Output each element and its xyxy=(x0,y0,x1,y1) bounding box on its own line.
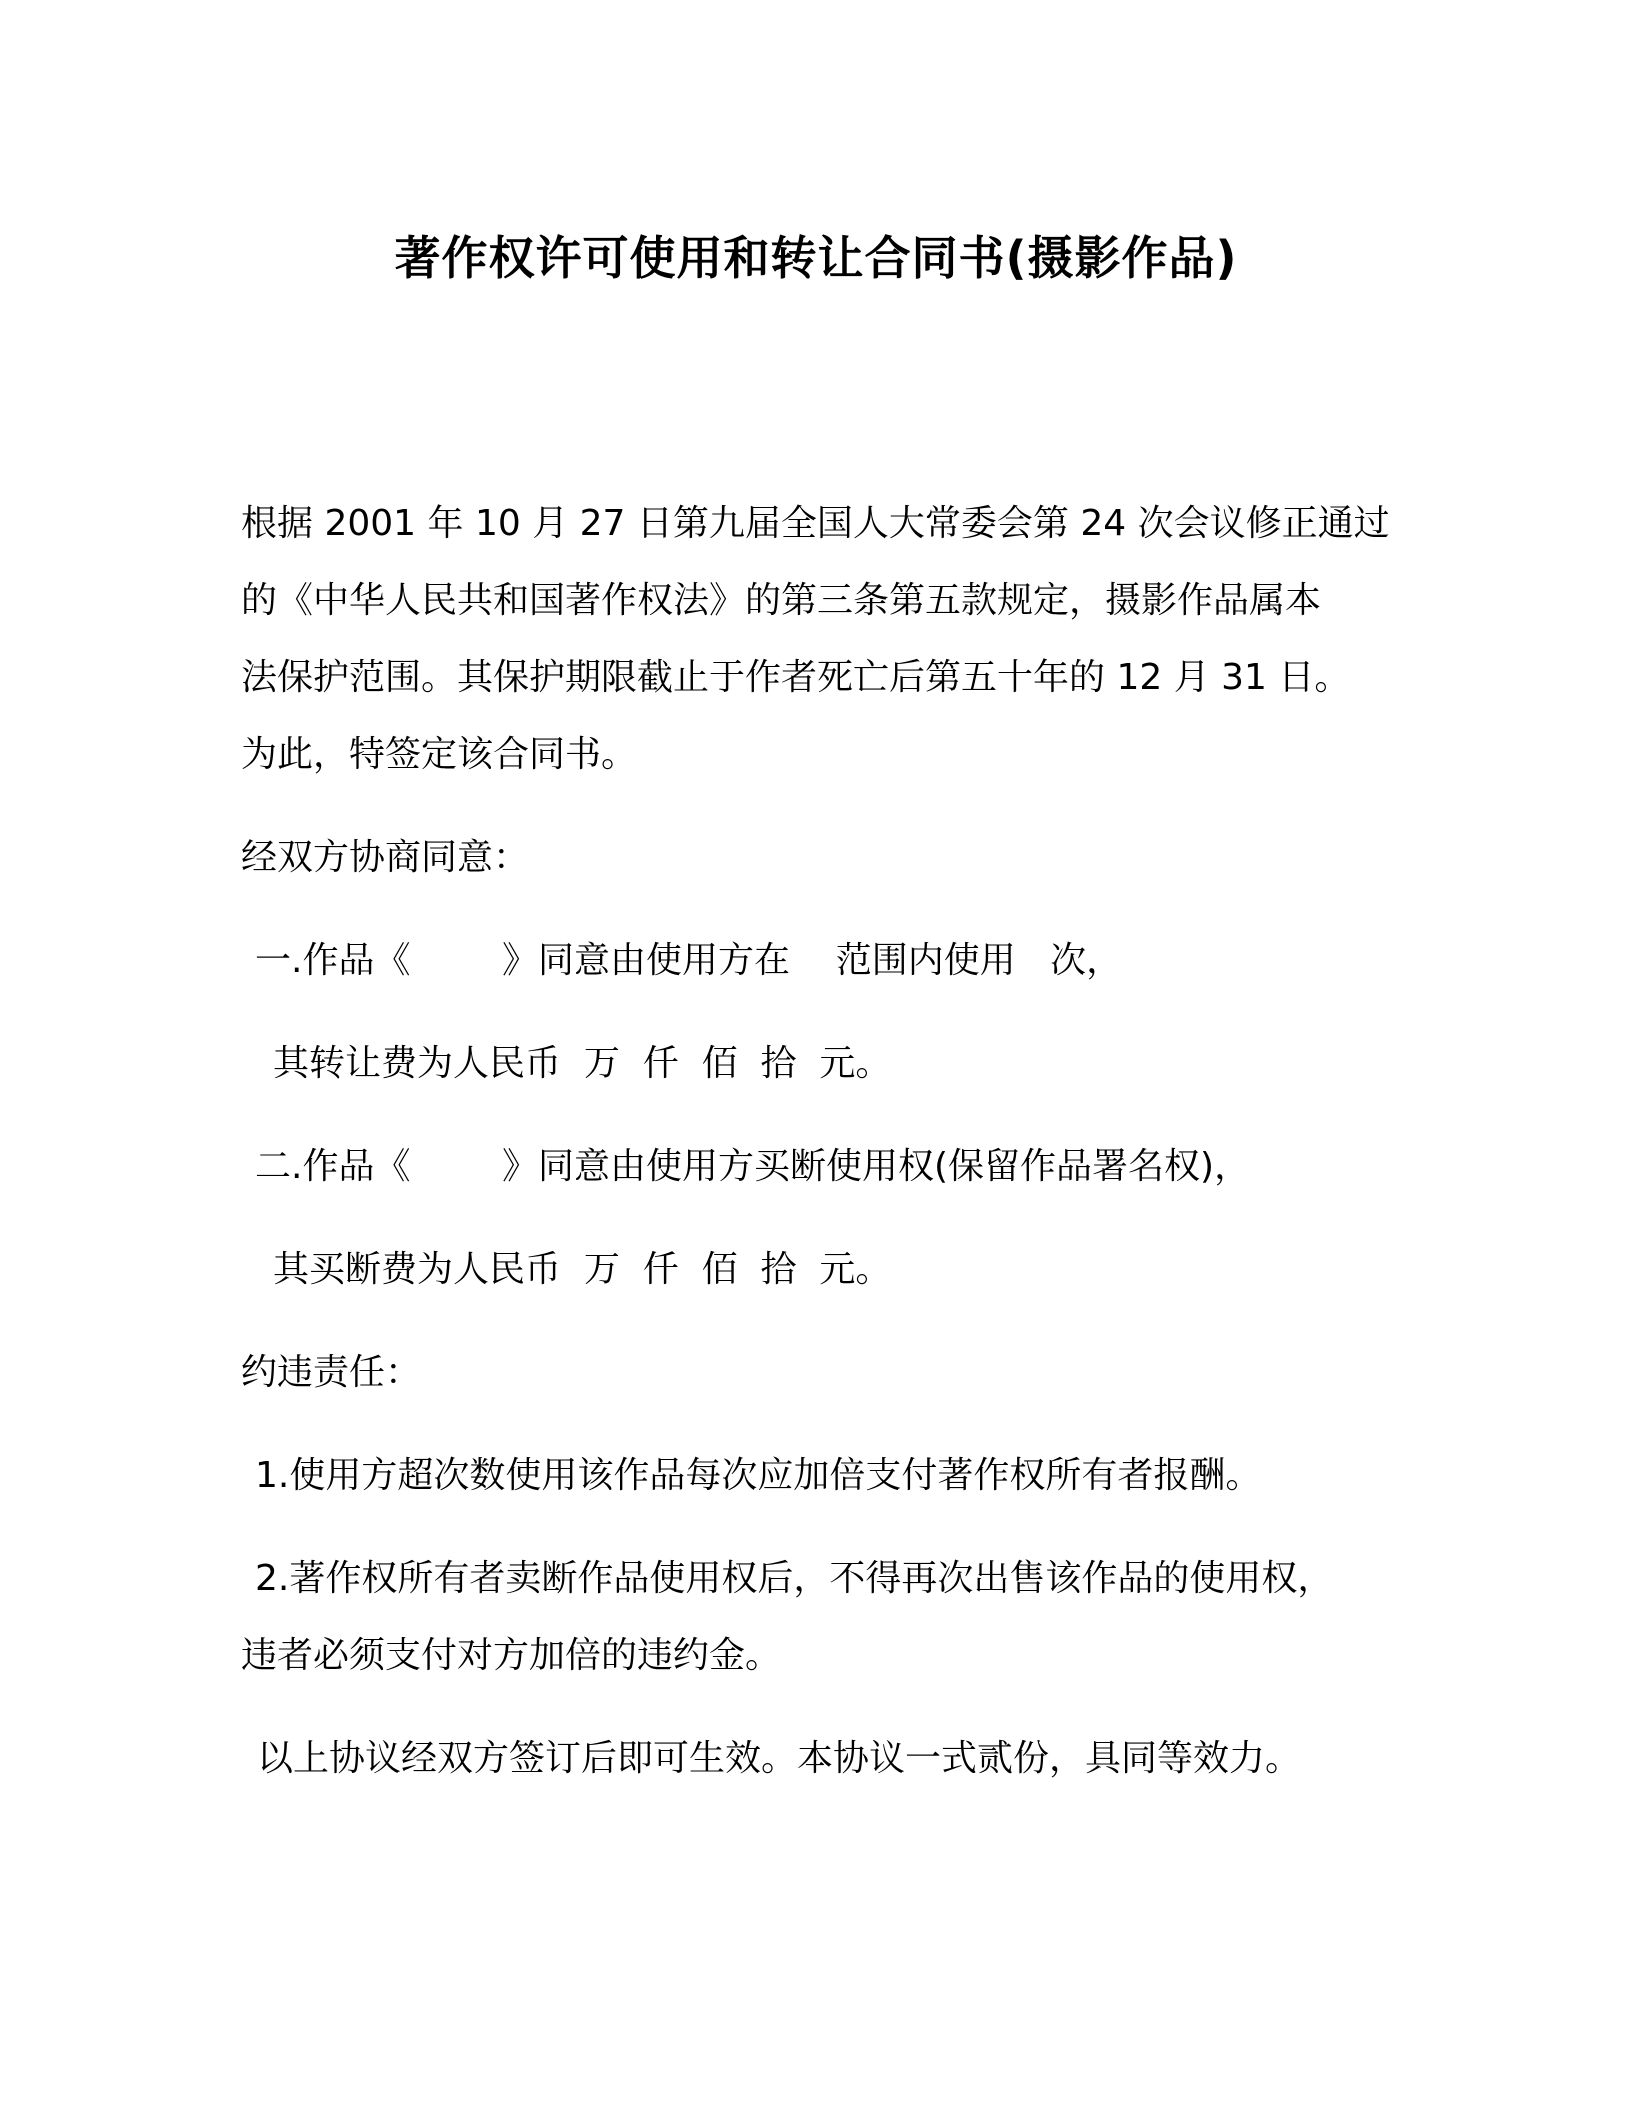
preamble-line-4: 为此，特签定该合同书。 xyxy=(241,734,638,775)
breach-item-1: 1.使用方超次数使用该作品每次应加倍支付著作权所有者报酬。 xyxy=(255,1455,1262,1496)
agreement-heading: 经双方协商同意： xyxy=(241,837,530,878)
document-title: 著作权许可使用和转让合同书(摄影作品) xyxy=(394,231,1238,285)
preamble-line-1: 根据 2001 年 10 月 27 日第九届全国人大常委会第 24 次会议修正通过 xyxy=(241,503,1390,544)
breach-heading: 约违责任： xyxy=(241,1352,422,1393)
closing-statement: 以上协议经双方签订后即可生效。本协议一式贰份，具同等效力。 xyxy=(257,1738,1302,1779)
clause-2: 二.作品《 》同意由使用方买断使用权(保留作品署名权)， xyxy=(255,1146,1251,1187)
preamble-line-3: 法保护范围。其保护期限截止于作者死亡后第五十年的 12 月 31 日。 xyxy=(241,657,1351,698)
breach-item-2-line-1: 2.著作权所有者卖断作品使用权后，不得再次出售该作品的使用权， xyxy=(255,1558,1334,1599)
breach-item-2-line-2: 违者必须支付对方加倍的违约金。 xyxy=(241,1635,782,1676)
clause-1: 一.作品《 》同意由使用方在 范围内使用 次， xyxy=(255,940,1123,981)
clause-2-fee: 其买断费为人民币 万 仟 佰 拾 元。 xyxy=(273,1249,892,1290)
preamble-line-2: 的《中华人民共和国著作权法》的第三条第五款规定，摄影作品属本 xyxy=(241,580,1322,621)
clause-1-fee: 其转让费为人民币 万 仟 佰 拾 元。 xyxy=(273,1043,892,1084)
